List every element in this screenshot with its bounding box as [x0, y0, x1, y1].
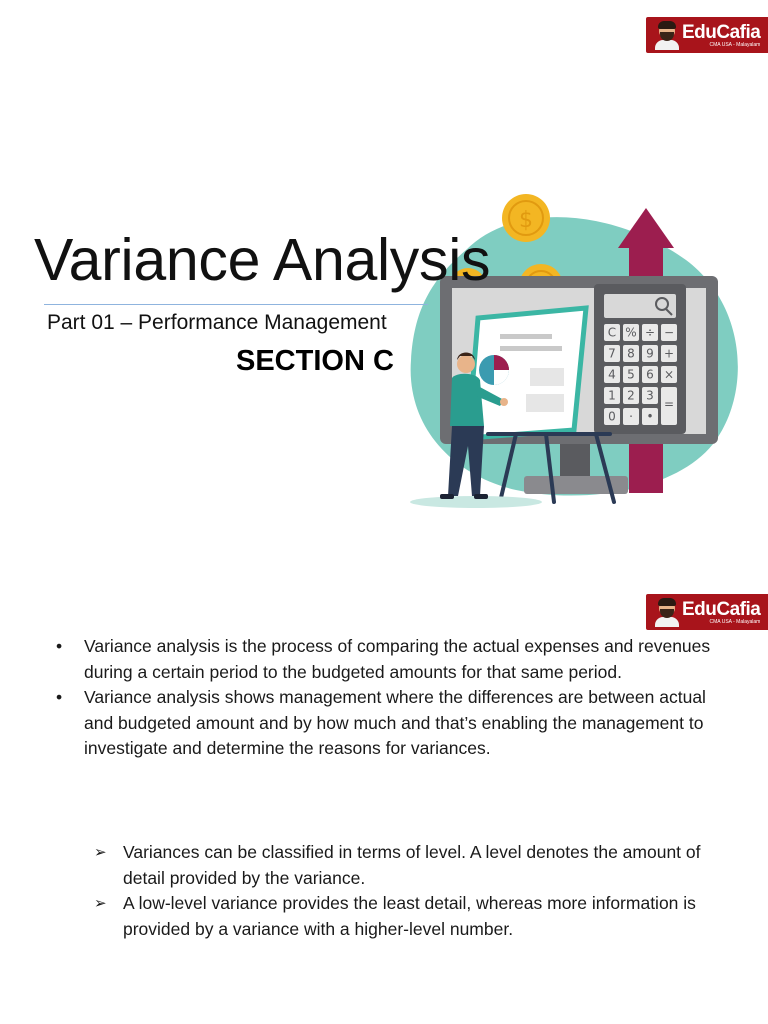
- calculator-key-label: %: [625, 325, 637, 340]
- sub-point-list: [94, 840, 734, 942]
- educafia-logo: [646, 17, 768, 53]
- calculator-key-label: =: [663, 397, 675, 411]
- calculator-key-label: 7: [608, 346, 616, 361]
- calculator-key-label: ·: [629, 409, 633, 424]
- calculator-key-label: 3: [646, 388, 654, 403]
- presenter-avatar-icon: [654, 20, 680, 50]
- bullet-item: [56, 685, 736, 762]
- sub-point-text: A low-level variance provides the least detail, whereas more information is provided by a variance with a higher-level number.: [123, 893, 696, 939]
- calculator-key-label: ÷: [644, 325, 656, 340]
- bullet-dot-icon: •: [56, 636, 63, 656]
- logo-subtitle-text: CMA USA - Malayalam: [709, 618, 761, 625]
- logo-brand-text: EduCafia: [682, 598, 761, 620]
- calculator-key-label: ×: [663, 367, 675, 382]
- calculator-key-label: +: [663, 346, 675, 361]
- bullet-text: Variance analysis is the process of comparing the actual expenses and revenues during a certain period to the budgeted amounts for that same period.: [84, 636, 711, 682]
- calculator-key-label: 2: [627, 388, 635, 403]
- section-label: SECTION C: [236, 345, 394, 377]
- sub-point-item: [94, 840, 734, 891]
- title-divider: [44, 304, 428, 305]
- arrow-bullet-icon: ➢: [94, 895, 107, 913]
- calculator-key-label: 4: [608, 367, 616, 382]
- educafia-logo: [646, 594, 768, 630]
- calculator-key-label: 6: [646, 367, 654, 382]
- sub-point-text: Variances can be classified in terms of level. A level denotes the amount of detail provided by the variance.: [123, 842, 701, 888]
- calculator-key-label: 1: [608, 388, 616, 403]
- calculator-key-label: −: [663, 325, 675, 340]
- slide-subtitle: Part 01 – Performance Management: [47, 311, 387, 334]
- calculator-key-label: C: [607, 325, 617, 340]
- bullet-text: Variance analysis shows management where the differences are between actual and budgeted amount and by how much and that’s enabling the management to investigate and determine the reasons for variances.: [84, 687, 706, 759]
- logo-subtitle-text: CMA USA - Malayalam: [709, 41, 761, 48]
- bullet-item: [56, 634, 736, 685]
- sub-point-item: [94, 891, 734, 942]
- coin-icon: [502, 194, 550, 242]
- bullet-dot-icon: •: [56, 687, 63, 708]
- content-slide: [0, 592, 768, 1024]
- calculator-key-label: 9: [646, 346, 654, 361]
- calculator-key-label: 8: [627, 346, 635, 361]
- bullet-list: [56, 634, 736, 762]
- calculator-key-label: •: [646, 409, 654, 424]
- pie-chart-icon: [479, 355, 509, 385]
- calculator-key-label: 0: [608, 409, 616, 424]
- svg-text:$: $: [519, 208, 533, 233]
- presenter-avatar-icon: [654, 597, 680, 627]
- logo-brand-text: EduCafia: [682, 21, 761, 43]
- calculator-key-label: 5: [627, 367, 635, 382]
- arrow-bullet-icon: ➢: [94, 844, 107, 861]
- slide-title: Variance Analysis: [34, 227, 491, 293]
